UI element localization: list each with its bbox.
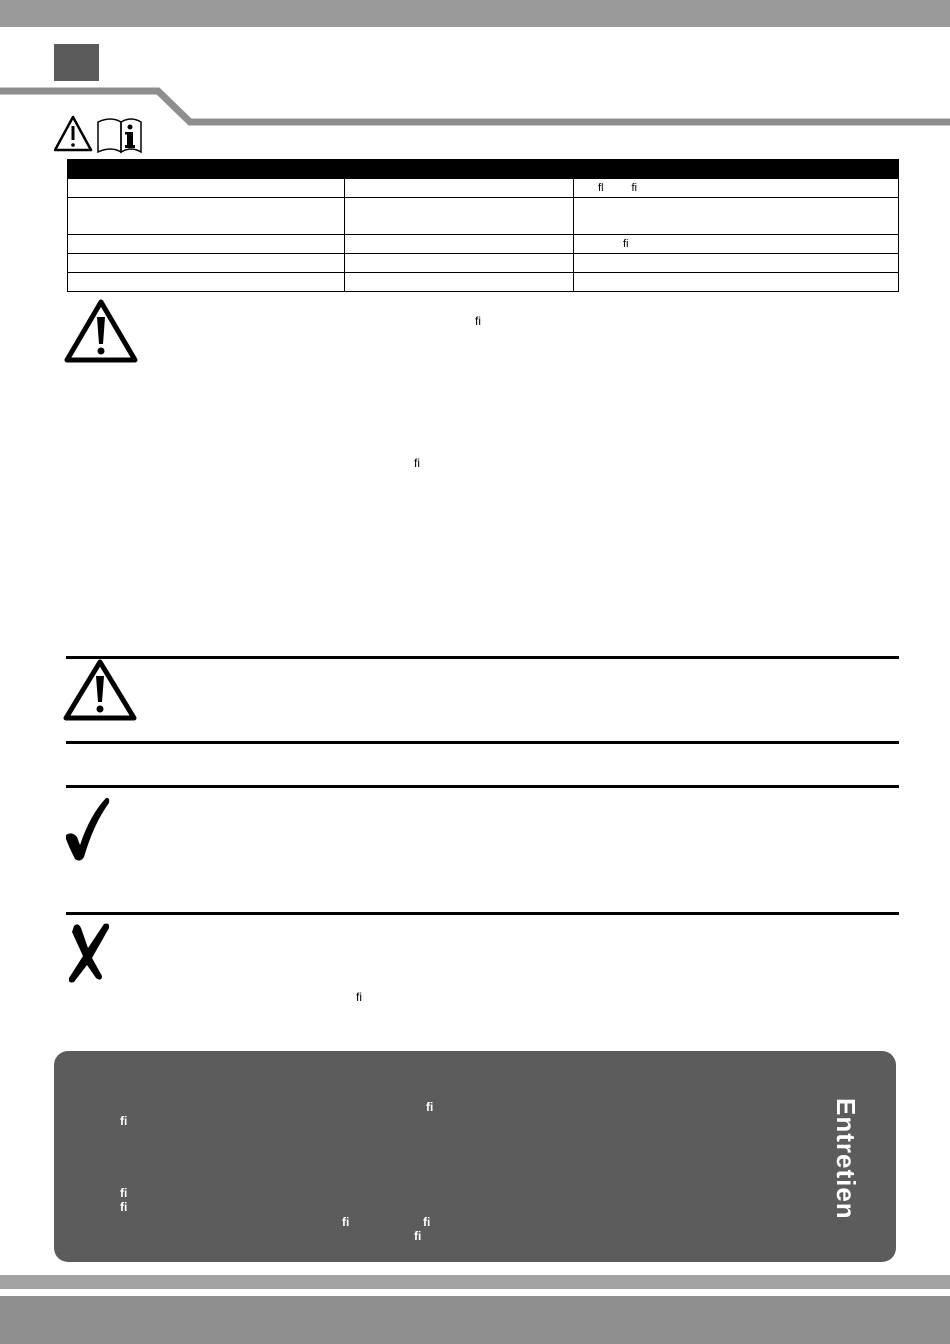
footer-bar: [0, 1296, 950, 1344]
footer-bar-light: [0, 1275, 950, 1289]
text-mark: ﬁ: [475, 314, 481, 328]
caution-box-bottom-rule: [66, 741, 899, 744]
table-row: [68, 179, 899, 198]
dont-section-rule: [66, 912, 899, 915]
table-row: [68, 273, 899, 292]
do-section-rule: [66, 785, 899, 788]
section-title: Entretien: [831, 1098, 861, 1220]
table-row: [68, 198, 899, 235]
warning-icon: [62, 658, 138, 722]
panel-text-mark: ﬁ: [342, 1215, 350, 1229]
panel-text-mark: ﬁ: [120, 1186, 128, 1200]
page-number-square: [54, 44, 99, 81]
spec-table: [67, 159, 899, 292]
panel-text-mark: ﬁ: [120, 1114, 128, 1128]
table-cell-mark: ﬁ: [623, 238, 629, 250]
checkmark-icon: [62, 795, 114, 865]
panel-text-mark: ﬁ: [120, 1200, 128, 1214]
text-mark: ﬁ: [356, 990, 362, 1004]
cross-icon: [62, 918, 114, 988]
panel-text-mark: ﬁ: [414, 1229, 422, 1243]
table-header-row: [68, 160, 899, 179]
warning-icon: [64, 297, 140, 365]
top-bar: [0, 0, 950, 27]
safety-icons: [54, 114, 144, 156]
table-row: [68, 254, 899, 273]
panel-text-mark: ﬁ: [426, 1100, 434, 1114]
entretien-panel: [54, 1051, 896, 1262]
table-cell-mark: ﬁ: [631, 182, 637, 194]
table-cell-mark: ﬂ: [598, 182, 604, 194]
panel-text-mark: ﬁ: [423, 1215, 431, 1229]
caution-box-top-rule: [66, 656, 899, 659]
read-manual-icon: [98, 119, 141, 152]
warning-icon: [55, 117, 91, 150]
table-row: [68, 235, 899, 254]
text-mark: ﬁ: [414, 456, 420, 470]
